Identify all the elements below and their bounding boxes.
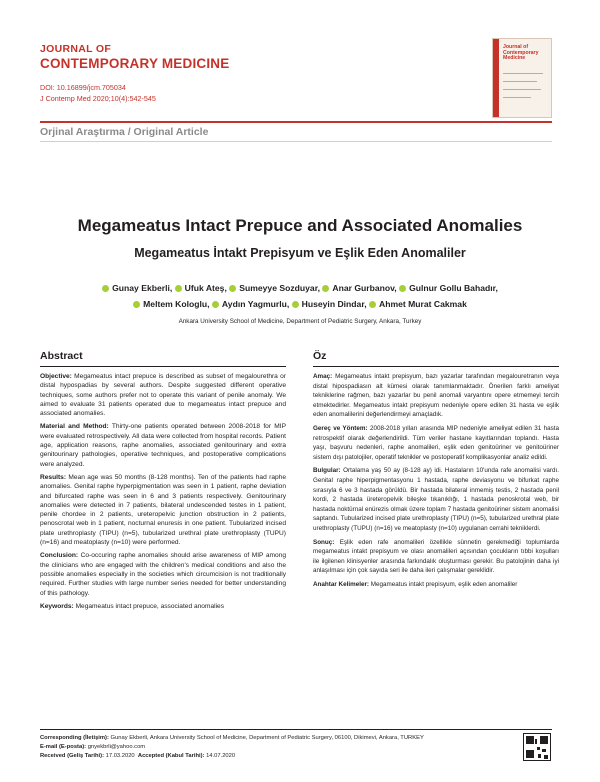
abstract-conclusion: Conclusion: Co-occuring raphe anomalies should arise awareness of MIP among the clinicians who are engaged with the children's medical conditions and also the possible anomalies especially in the societies which circumcision is not traditionally required. Further studies with large number series needed for better understanding of this pathology. [40, 552, 286, 597]
oz-sonuc: Sonuç: Eşlik eden rafe anomalileri özellikle sünnetin gerekmediği toplumlarda megameatus intakt prepisyum ve olası anomalileri açısından çocukların tıbbi koşulları ile ilgilenen klinisyenler arasında farkındalık oluşturması gerekir. Bu patolojinin daha iyi anlaşılması için çok sayıda seri ile daha ileri çalışmalar gereklidir. [313, 538, 560, 575]
email-line: E-mail (E-posta): gnyekbrli@yahoo.com [40, 744, 146, 750]
email-link[interactable]: gnyekbrli@yahoo.com [87, 744, 146, 750]
corresponding-author: Corresponding (İletişim): Gunay Ekberli, Ankara University School of Medicine, Department of Pediatric Surgery, 06100, Dikimevi, Ankara, TURKEY [40, 735, 424, 741]
abstract-results: Results: Mean age was 50 months (8-128 months). Ten of the patients had raphe anomalies. Genital raphe hyperpigmentation was seen in 1 patient, raphe deviation and bifurcated raphe was seen in 6 and 3 patients respectively. Genitourinary anomalies were detected in 7 patients, bilateral undescended testes in 1 patient, penile chordee in 2 patients, ureteropelvic junction obstruction in 2 patients, penoscrotal web in 1 patient, nocturnal enuresis in one patient. Tubularized incised plate urethroplasty (TIPU) (n=5), tubularized urethral plate urethroplasty (TUPU) (n=16) and meatoplasty (n=10) were performed. [40, 473, 286, 547]
oz-heading: Öz [313, 350, 559, 367]
cover-title: Journal of Contemporary Medicine [503, 44, 539, 62]
abstract-heading: Abstract [40, 350, 286, 367]
cover-line [503, 81, 537, 82]
orcid-icon[interactable] [292, 301, 299, 308]
author[interactable]: Ahmet Murat Cakmak [369, 299, 467, 309]
author[interactable]: Ufuk Ateş, [175, 283, 227, 293]
oz-bulgular: Bulgular: Ortalama yaş 50 ay (8-128 ay) idi. Hastaların 10'unda rafe anomalisi vardı. Genital raphe hiperpigmentasyonu 1 hastada, raphe deviasyonu ve bifurkat raphe sırasıyla 6 ve 3 hastada görüldü. Bir hastada bilateral inmemiş testis, 2 hastada penil kordi, 2 hastada üreteropelvik bileşke tıkanıklığı, 1 hastada penoskrotal web, bir hastada noktürnal enürezis olmak üzere toplam 7 hastada genitoüriner sistem anomalisi saptandı. Tubularized incised plate urethroplasty (TIPU) (n=5), tubularized urethral plate urethroplasty (TUPU) (n=16) ve meatoplasty (n=10) uygulanan cerrahi tekniklerdi. [313, 467, 560, 532]
citation: J Contemp Med 2020;10(4):542-545 [40, 94, 156, 103]
author-list [44, 280, 556, 312]
abstract-objective: Objective: Megameatus intact prepuce is described as subset of megalourethra or distal hypospadias by several authors. Despite suggested different operative techniques, some authors prefer not to operate this variant of penile anomaly. We aimed to evaluate 31 patients operated due to megameatus intact prepuce and associated anomalies. [40, 373, 286, 418]
orcid-icon[interactable] [175, 285, 182, 292]
oz-column [313, 350, 559, 593]
journal-name [40, 44, 229, 71]
orcid-icon[interactable] [102, 285, 109, 292]
footer [40, 734, 424, 761]
author[interactable]: Gunay Ekberli, [102, 283, 172, 293]
orcid-icon[interactable] [229, 285, 236, 292]
author[interactable]: Meltem Kologlu, [133, 299, 209, 309]
qr-code-icon [523, 733, 551, 761]
orcid-icon[interactable] [212, 301, 219, 308]
author-line-2 [44, 296, 556, 312]
cover-line [503, 89, 541, 90]
author[interactable]: Anar Gurbanov, [322, 283, 396, 293]
abstract-keywords: Keywords: Megameatus intact prepuce, associated anomalies [40, 602, 225, 610]
orcid-icon[interactable] [322, 285, 329, 292]
doi[interactable]: DOI: 10.16899/jcm.705034 [40, 83, 126, 92]
abstract-methods: Material and Method: Thirty-one patients operated between 2008-2018 for MIP were evaluated retrospectively. All data were collected from hospital records. Patient age, application reasons, raphe anomalies, associated genitourinary and extra genitourinary pathologies, operative techniques, and postoperative complications were analyzed. [40, 423, 286, 468]
article-subtitle: Megameatus İntakt Prepisyum ve Eşlik Eden Anomaliler [134, 246, 466, 260]
header-divider [40, 121, 552, 123]
journal-cover-thumbnail [492, 38, 552, 118]
author[interactable]: Aydın Yagmurlu, [212, 299, 289, 309]
cover-band [493, 39, 499, 117]
orcid-icon[interactable] [399, 285, 406, 292]
article-type: Orjinal Araştırma / Original Article [40, 126, 209, 138]
footer-divider [40, 729, 552, 730]
oz-anahtar: Anahtar Kelimeler: Megameatus intakt prepisyum, eşlik eden anomaliler [313, 580, 518, 588]
article-title: Megameatus Intact Prepuce and Associated Anomalies [77, 216, 523, 235]
cover-line [503, 73, 543, 74]
author[interactable]: Sumeyye Sozduyar, [229, 283, 320, 293]
orcid-icon[interactable] [133, 301, 140, 308]
header-divider-thin [40, 141, 552, 142]
dates-line: Received (Geliş Tarihi): 17.03.2020 Accepted (Kabul Tarihi): 14.07.2020 [40, 753, 236, 759]
orcid-icon[interactable] [369, 301, 376, 308]
author[interactable]: Huseyin Dindar, [292, 299, 367, 309]
cover-line [503, 97, 531, 98]
oz-amac: Amaç: Megameatus intakt prepisyum, bazı yazarlar tarafından megalouretranın veya distal hipospadiasın alt kümesi olarak tanımlanmaktadır. Önerilen farklı ameliyat tekniklerine rağmen, bazı yazarlar bu penil anomali varyantını opere etmemeyi tercih etmektedirler. Megameatus intakt prepisyum nedeniyle opere edilen 31 hasta ve eşlik eden anomalilerini değerlendirmeyi amaçladık. [313, 373, 560, 419]
abstract-column [40, 350, 286, 615]
journal-name-line2: CONTEMPORARY MEDICINE [40, 56, 230, 72]
affiliation: Ankara University School of Medicine, Department of Pediatric Surgery, Ankara, Turkey [178, 318, 422, 325]
author-line-1 [44, 280, 556, 296]
author[interactable]: Gulnur Gollu Bahadır, [399, 283, 498, 293]
journal-name-line1: JOURNAL OF [40, 43, 112, 55]
journal-doi-block [40, 82, 156, 104]
oz-gerec: Gereç ve Yöntem: 2008-2018 yılları arasında MIP nedeniyle ameliyat edilen 31 hasta retrospektif olarak değerlendirildi. Tüm veriler hastane kayıtlarından toplandı. Hasta yaşı, başvuru nedenleri, raphe anomalileri, eşlik eden genitoüriner ve genitoüriner sistem dışı patolojiler, operatif teknikler ve postoperatif komplikasyonlar analiz edildi. [313, 424, 560, 461]
